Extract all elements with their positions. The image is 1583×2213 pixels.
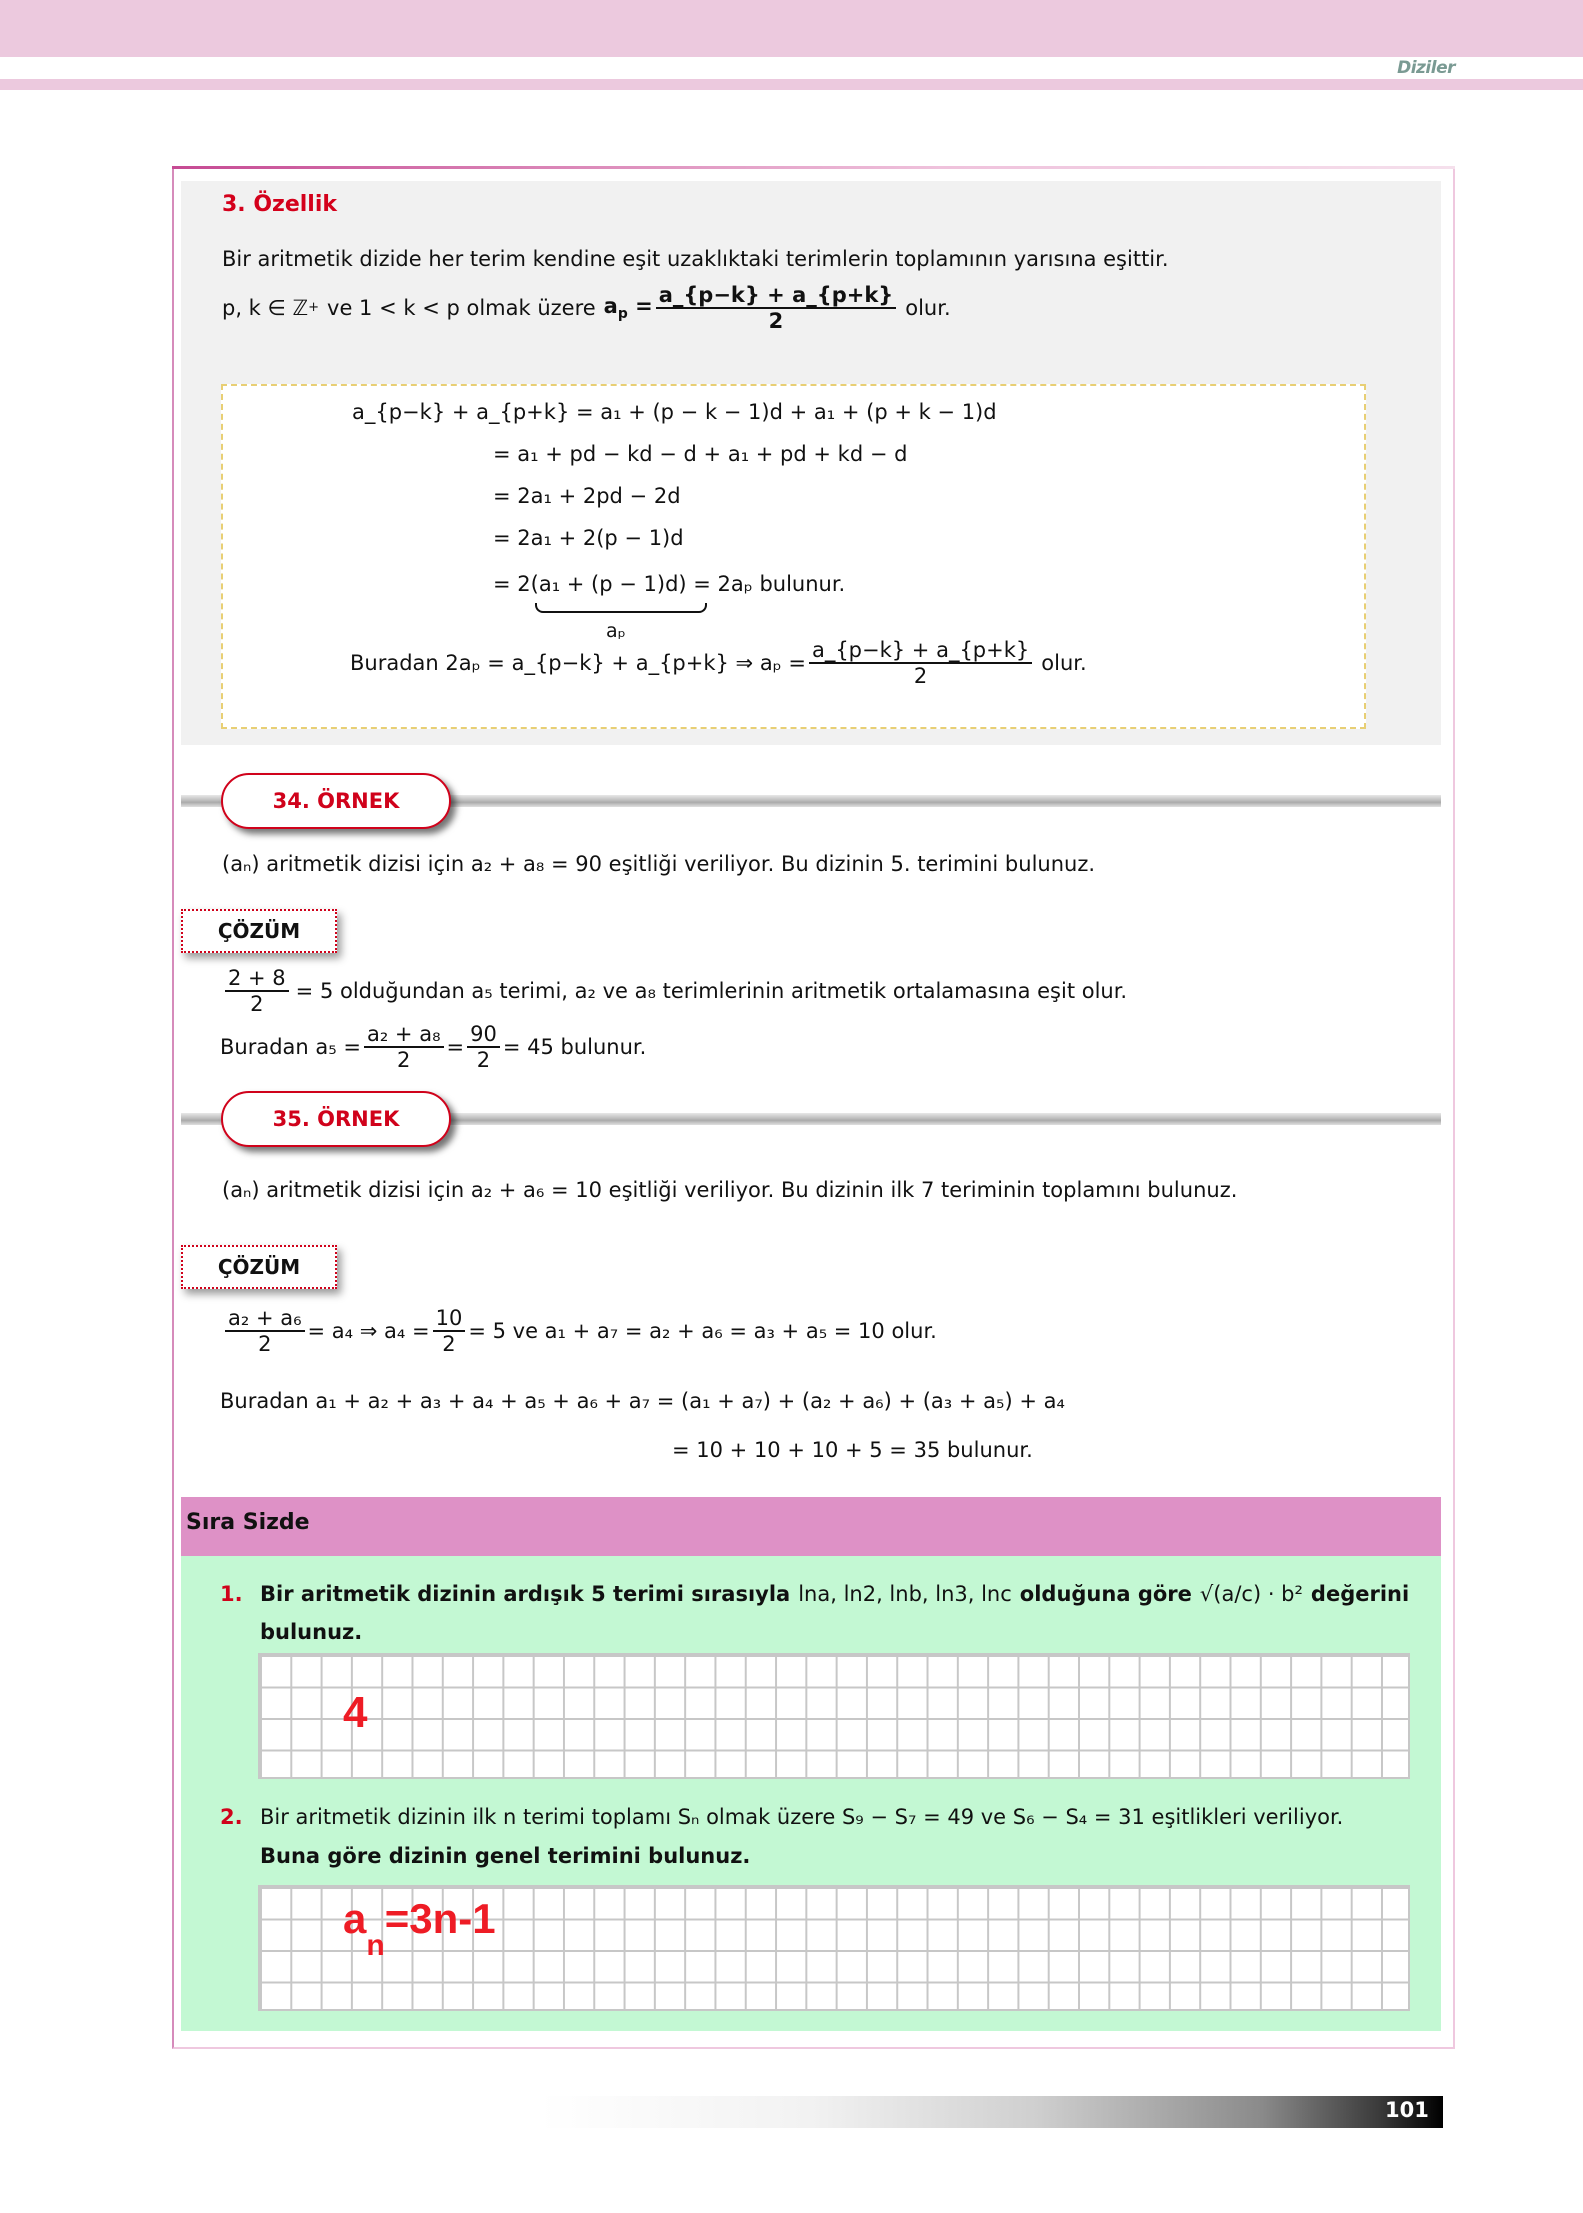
question-1-expression: √(a/c) · b² [1199,1582,1303,1606]
formula-lhs: $a_p$ = [603,293,653,322]
formula-fraction: $\frac{a\_\{p-k\} + a\_\{p+k\}}{2}$ [656,283,897,333]
example-35-solution-line-2: Buradan a₁ + a₂ + a₃ + a₄ + a₅ + a₆ + a₇ = (a₁ + a₇) + (a₂ + a₆) + (a₃ + a₅) + a₄ [220,1389,1065,1413]
formula-suffix: olur. [905,295,951,320]
header-band-middle [0,57,1583,79]
practice-header [181,1497,1441,1556]
derivation-conclusion: Buradan 2aₚ = a_{p−k} + a_{p+k} ⇒ aₚ = $\frac{a\_\{p-k\} + a\_\{p+k\}}{2}$ olur. [350,638,1087,689]
example-34-solution-line-2: Buradan a₅ = $\frac{\text{a₂ + a₈}}{2}$ = $\frac{90}{2}$ = 45 bulunur. [220,1022,647,1073]
derivation-line-1: a_{p−k} + a_{p+k} = a₁ + (p − k − 1)d + a₁ + (p + k − 1)d [352,400,997,424]
footer-bar [540,2096,1443,2128]
practice-question-1-line-2: bulunuz. [260,1620,363,1644]
header-band-bottom [0,79,1583,90]
derivation-line-4: = 2a₁ + 2(p − 1)d [493,526,684,550]
example-35-problem: (aₙ) aritmetik dizisi için a₂ + a₆ = 10 eşitliği veriliyor. Bu dizinin ilk 7 teriminin toplamını bulunuz. [222,1178,1238,1202]
practice-question-1: 1. Bir aritmetik dizinin ardışık 5 terimi sırasıyla lna, ln2, lnb, ln3, lnc olduğuna göre √(a/c) · b² değerini [220,1582,1410,1606]
example-34-problem: (aₙ) aritmetik dizisi için a₂ + a₈ = 90 eşitliği veriliyor. Bu dizinin 5. terimini bulunuz. [222,852,1096,876]
derivation-line-2: = a₁ + pd − kd − d + a₁ + pd + kd − d [493,442,908,466]
practice-question-2-line-2: Buna göre dizinin genel terimini bulunuz. [260,1844,751,1868]
example-35-solution-badge: ÇÖZÜM [181,1245,337,1289]
page-number: 101 [1385,2098,1429,2122]
derivation-line-5: = 2(a₁ + (p − 1)d) = 2aₚ bulunur. [493,572,846,596]
chapter-title: Diziler [1397,58,1455,78]
property-statement: Bir aritmetik dizide her terim kendine eşit uzaklıktaki terimlerin toplamının yarısına eşittir. [222,247,1169,271]
underbrace [535,603,707,613]
practice-question-2: 2. Bir aritmetik dizinin ilk n terimi toplamı Sₙ olmak üzere S₉ − S₇ = 49 ve S₆ − S₄ = 31 eşitlikleri veriliyor. [220,1805,1344,1829]
example-34-solution-badge: ÇÖZÜM [181,909,337,953]
practice-title: Sıra Sizde [186,1510,310,1535]
content-frame-topbar [172,166,1455,169]
answer-1: 4 [343,1688,368,1737]
answer-grid-1[interactable] [258,1653,1410,1779]
condition-sup: + [308,300,320,316]
property-formula-line [222,283,951,333]
example-34-solution-line-1: $\frac{2 + 8}{2}$ = 5 olduğundan a₅ terimi, a₂ ve a₈ terimlerinin aritmetik ortalamasına eşit olur. [222,966,1127,1016]
derivation-line-3: = 2a₁ + 2pd − 2d [493,484,681,508]
condition-prefix: p, k ∈ ℤ [222,295,309,320]
answer-2: $a_n=3n-1$ [343,1895,496,1962]
header-band-top [0,0,1583,57]
example-35-solution-line-1: $\frac{\text{a₂ + a₆}}{2}$ = a₄ ⇒ a₄ = $\frac{10}{2}$ = 5 ve a₁ + a₇ = a₂ + a₆ = a₃ + a₅ = 10 olur. [222,1306,937,1356]
example-35-solution-line-3: = 10 + 10 + 10 + 5 = 35 bulunur. [672,1438,1033,1462]
example-34-badge: 34. ÖRNEK [221,773,451,829]
property-title: 3. Özellik [222,192,338,217]
underbrace-label: aₚ [606,620,626,642]
condition-mid: ve 1 < k < p olmak üzere [327,295,596,320]
example-35-badge: 35. ÖRNEK [221,1091,451,1147]
